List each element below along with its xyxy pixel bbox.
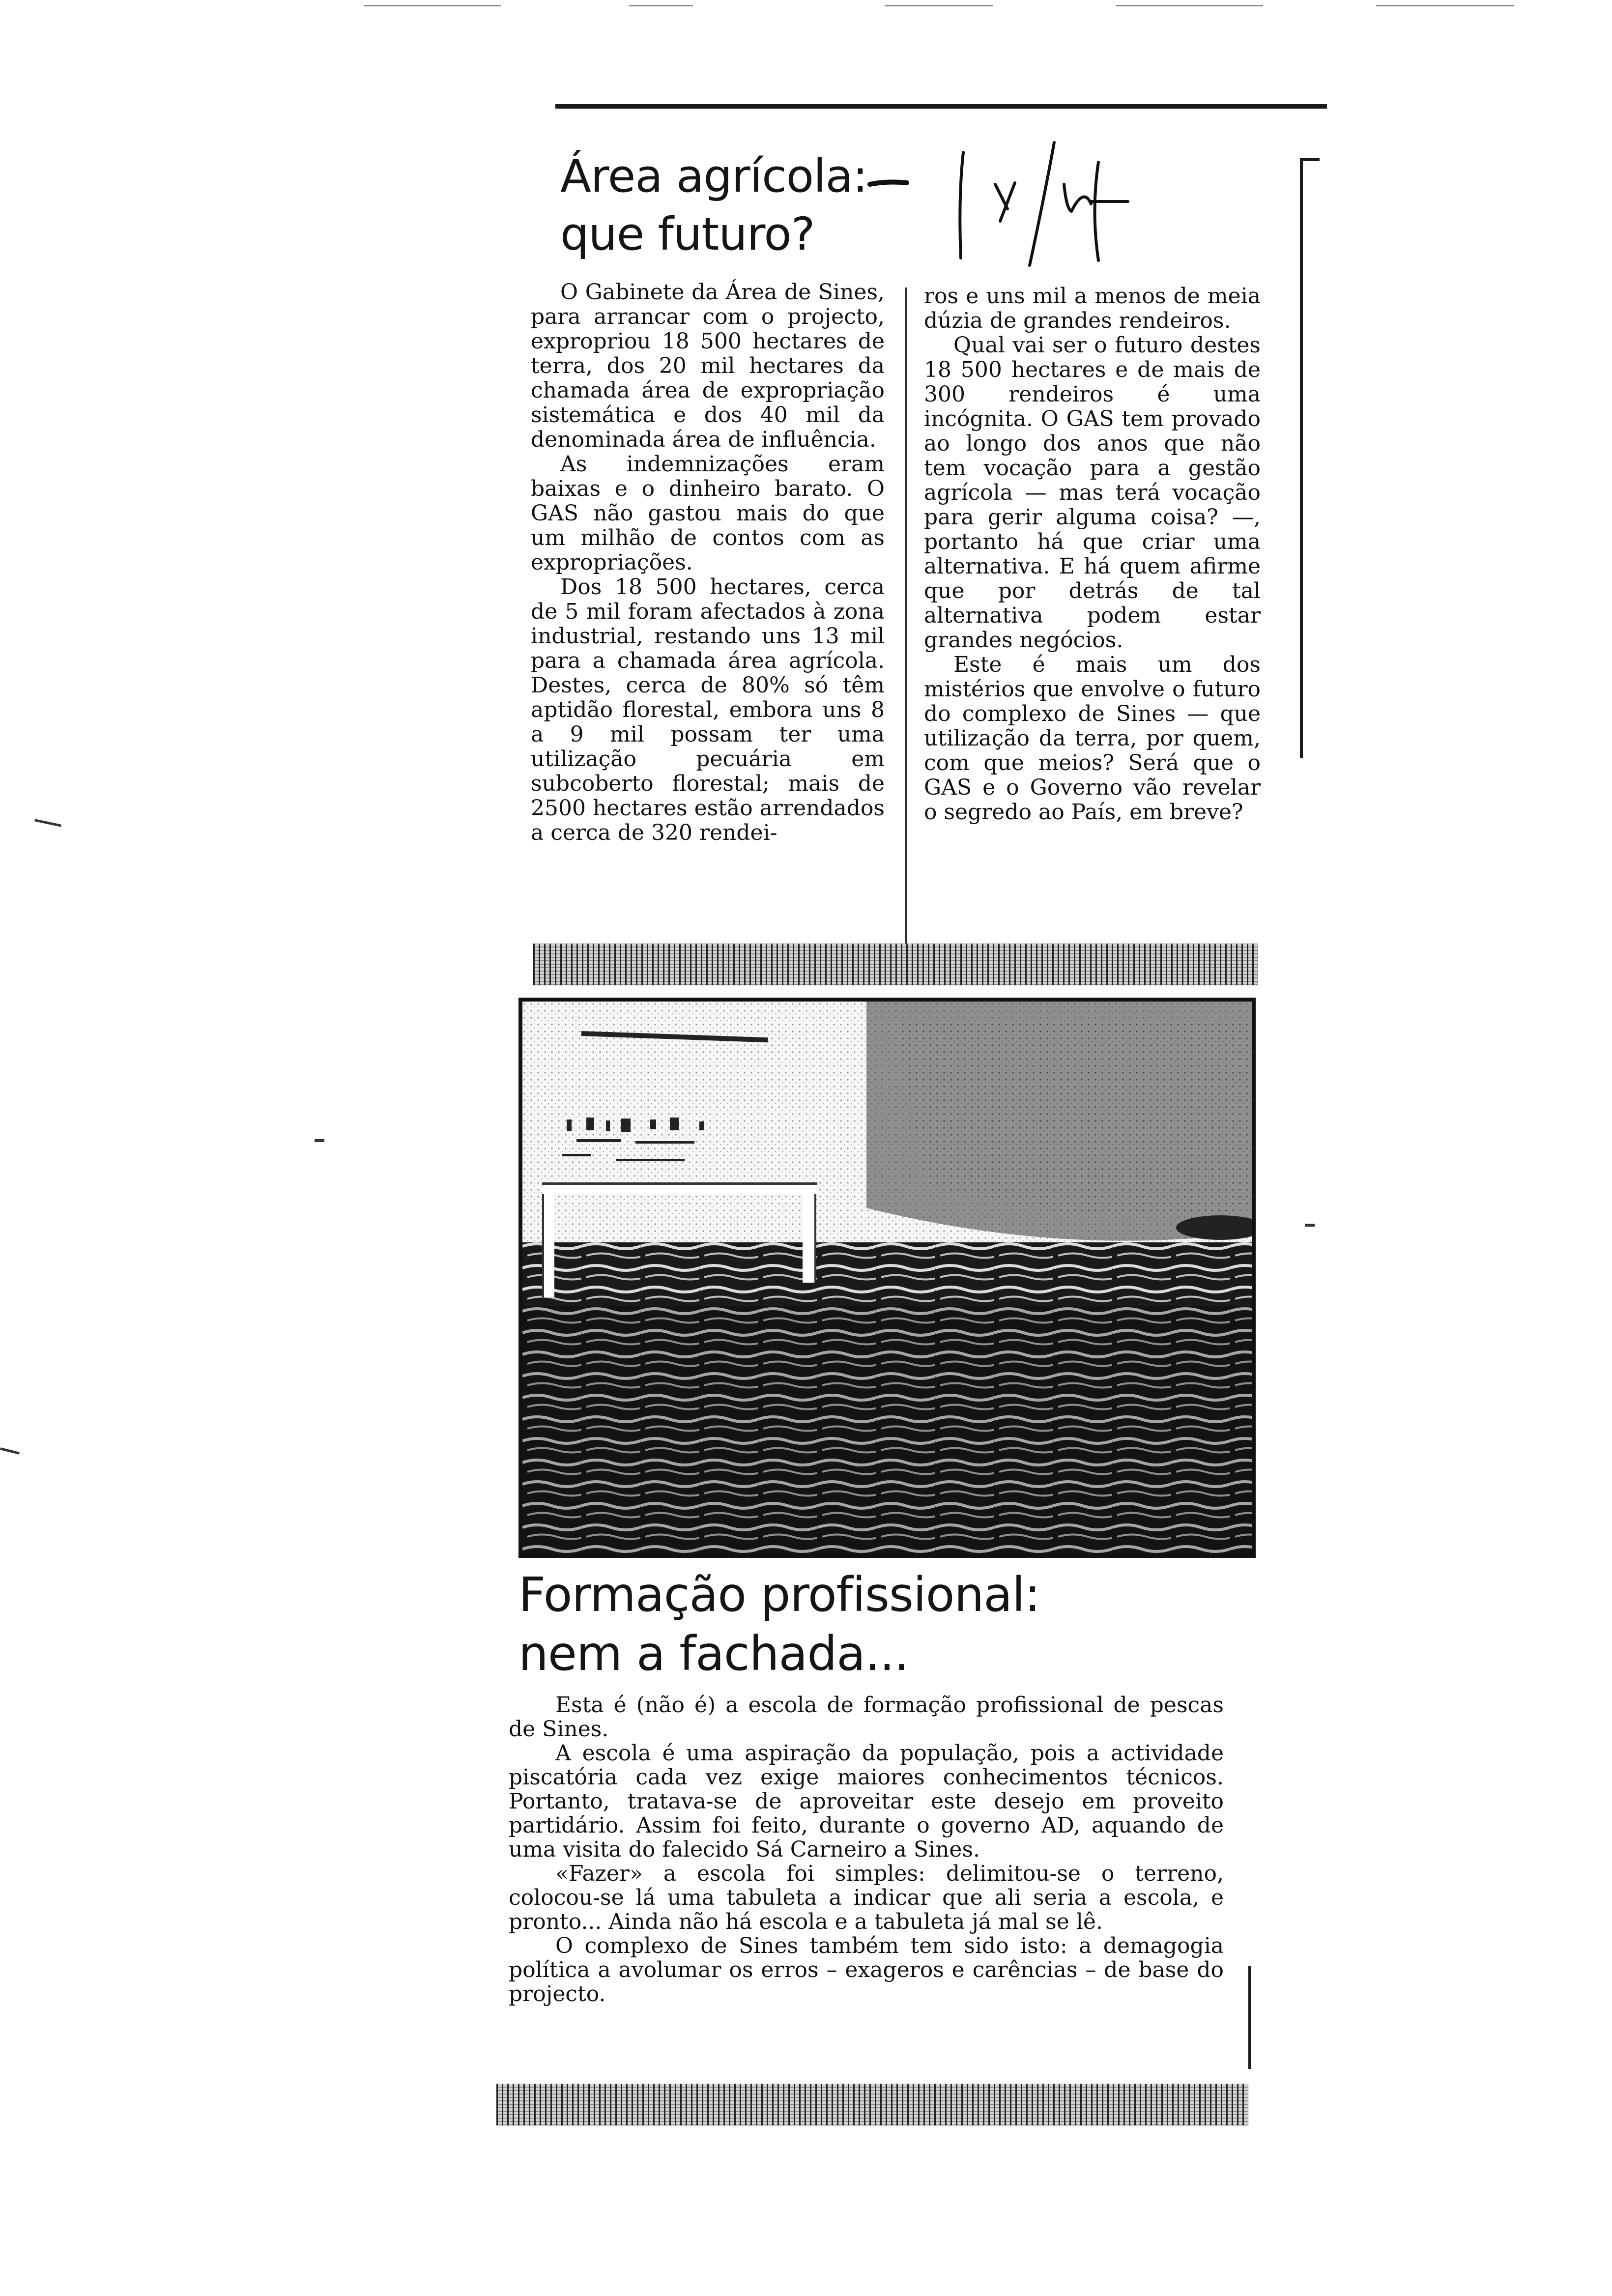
paragraph: As indemnizações eram baixas e o dinheiro barato. O GAS não gastou mais do que um milhão de contos com as expropriações. xyxy=(531,452,885,575)
scan-edge-line xyxy=(629,5,693,6)
paragraph: ros e uns mil a menos de meia dúzia de grandes rendeiros. xyxy=(924,284,1261,333)
article-1-column-2 xyxy=(924,284,1261,825)
article-1-column-1 xyxy=(531,280,885,845)
scan-mark xyxy=(0,1447,20,1455)
paragraph: O Gabinete da Área de Sines, para arrancar com o projecto, expropriou 18 500 hectares de terra, dos 20 mil hectares da chamada área de expropriação sistemática e dos 40 mil da denominada área de influência. xyxy=(531,280,885,452)
scan-edge-line xyxy=(364,5,501,6)
paragraph: Esta é (não é) a escola de formação profissional de pescas de Sines. xyxy=(509,1693,1224,1742)
top-rule xyxy=(555,104,1327,109)
paragraph: Dos 18 500 hectares, cerca de 5 mil foram afectados à zona industrial, restando uns 13 mil para a chamada área agrícola. Destes, cerca de 80% só têm aptidão florestal, embora uns 8 a 9 mil possam ter uma utilização pecuária em subcoberto florestal; mais de 2500 hectares estão arrendados a cerca de 320 rendei- xyxy=(531,574,885,845)
scan-edge-line xyxy=(1116,5,1263,6)
column-bracket xyxy=(1248,1966,1251,2069)
paragraph: O complexo de Sines também tem sido isto: a demagogia política a avolumar os erros – exageros e carências – de base do projecto. xyxy=(509,1933,1224,2007)
headline-line: que futuro? xyxy=(560,208,815,260)
article-2-body xyxy=(509,1693,1224,2006)
photo-illustration xyxy=(522,1002,1252,1554)
paragraph: «Fazer» a escola foi simples: delimitou-se o terreno, colocou-se lá uma tabuleta a indicar que ali seria a escola, e pronto... Ainda não há escola e a tabuleta já mal se lê. xyxy=(509,1861,1224,1934)
article-1-headline xyxy=(560,147,867,263)
halftone-rule xyxy=(533,944,1258,985)
paragraph: Qual vai ser o futuro destes 18 500 hectares e de mais de 300 rendeiros é uma incógnita. O GAS tem provado ao longo dos anos que não tem vocação para a gestão agrícola — mas terá vocação para gerir alguma coisa? —, portanto há que criar uma alternativa. E há quem afirme que por detrás de tal alternativa podem estar grandes negócios. xyxy=(924,333,1261,653)
paragraph: Este é mais um dos mistérios que envolve o futuro do complexo de Sines — que utilização da terra, por quem, com que meios? Será que o GAS e o Governo vão revelar o segredo ao País, em breve? xyxy=(924,652,1261,825)
headline-line: Formação profissional: xyxy=(518,1567,1040,1622)
paragraph: A escola é uma aspiração da população, pois a actividade piscatória cada vez exige maiores conhecimentos técnicos. Portanto, tratava-se de aproveitar este desejo em proveito partidário. Assim foi feito, durante o governo AD, aquando de uma visita do falecido Sá Carneiro a Sines. xyxy=(509,1741,1224,1862)
halftone-rule xyxy=(496,2084,1248,2125)
photo-signboard-field xyxy=(518,998,1256,1558)
headline-line: nem a fachada... xyxy=(518,1626,909,1681)
column-bracket xyxy=(1300,158,1303,758)
column-divider xyxy=(905,287,907,946)
scan-mark xyxy=(1305,1224,1315,1227)
scan-mark xyxy=(315,1139,324,1142)
headline-line: Área agrícola: xyxy=(560,150,867,202)
article-2-headline xyxy=(518,1565,1040,1683)
handwritten-date-annotation xyxy=(867,138,1143,285)
scan-edge-line xyxy=(885,5,993,6)
scan-edge-line xyxy=(1376,5,1514,6)
scan-mark xyxy=(34,819,61,827)
